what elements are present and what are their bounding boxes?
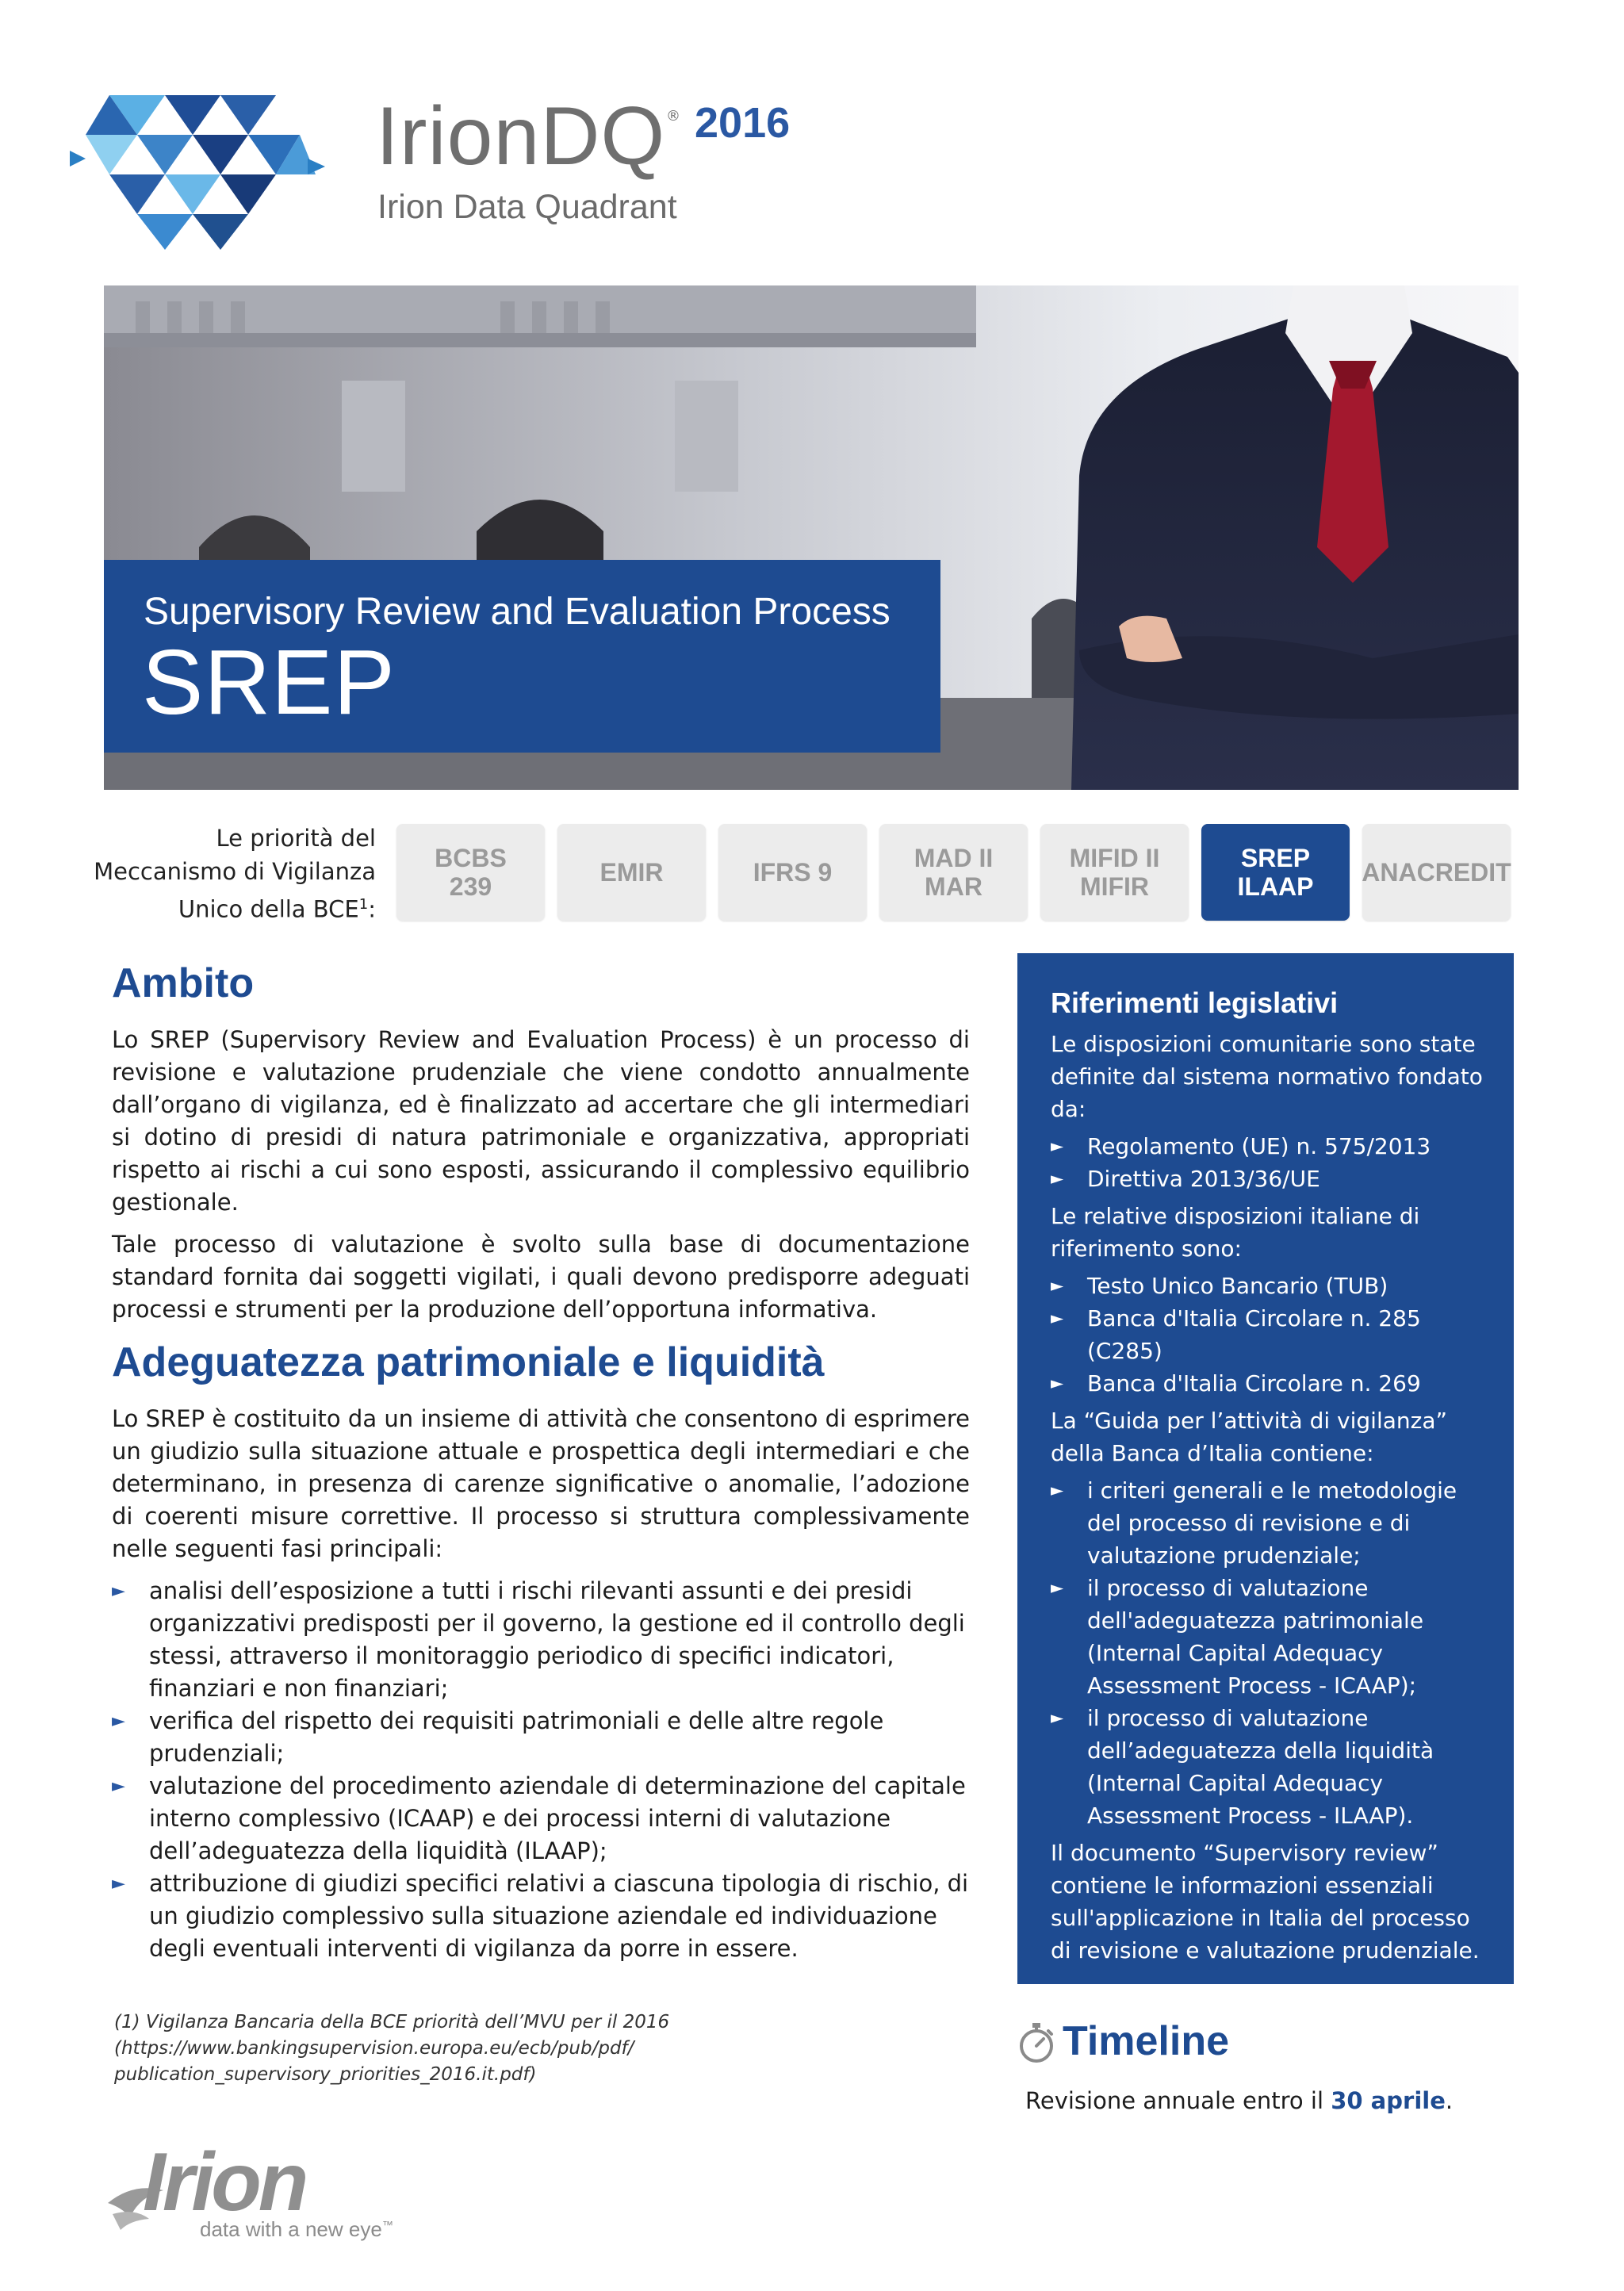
tab-mifid-ii-mifir[interactable]: MIFID II MIFIR [1040, 824, 1189, 921]
list-item-text: Banca d'Italia Circolare n. 269 [1087, 1370, 1421, 1396]
priorities-label-colon: : [368, 895, 376, 923]
footnote-line2: (https://www.bankingsupervision.europa.eu/ecb/pub/pdf/ [114, 2038, 634, 2059]
tab-mad-ii-mar[interactable]: MAD II MAR [879, 824, 1028, 921]
sidebar-paragraph-1: Le disposizioni comunitarie sono state definite dal sistema normativo fondato da: [1051, 1031, 1483, 1122]
tab-bcbs-239[interactable]: BCBS 239 [396, 824, 545, 921]
ambito-paragraph-2: Tale processo di valutazione è svolto sulla base di documentazione standard fornita dai soggetti vigilati, i quali devono predisporre adeguati processi e strumenti per la produzione dell’opportuna informativa. [112, 1231, 970, 1324]
iriondq-logo-mark [70, 71, 363, 254]
sidebar-paragraph-3: La “Guida per l’attività di vigilanza” della Banca d’Italia contiene: [1051, 1408, 1447, 1466]
sidebar-list-2 [1051, 1270, 1495, 1400]
tab-anacredit[interactable]: ANACREDIT [1362, 824, 1511, 921]
priorities-label-line1: Le priorità del [216, 825, 376, 852]
list-item [1051, 1702, 1495, 1832]
footnote-ref: 1 [358, 896, 369, 913]
arrow-icon: ► [112, 1874, 125, 1894]
list-item-text: attribuzione di giudizi specifici relativi a ciascuna tipologia di rischio, di un giudizio complessivo sulla situazione aziendale ed individuazione degli eventuali interventi di vigilanza da porre in essere. [149, 1870, 969, 1963]
arrow-icon: ► [1051, 1169, 1064, 1188]
list-item-text: il processo di valutazione dell’adeguatezza della liquidità (Internal Capital Adequacy Assessment Process - ILAAP). [1087, 1705, 1434, 1829]
arrow-icon: ► [1051, 1276, 1064, 1295]
list-item [1051, 1163, 1495, 1195]
trademark-mark: ™ [381, 2218, 393, 2232]
list-item-text: i criteri generali e le metodologie del processo di revisione e di valutazione prudenziale; [1087, 1477, 1457, 1569]
timeline-text [1025, 2087, 1453, 2114]
list-item [112, 1575, 970, 1705]
arrow-icon: ► [112, 1711, 125, 1732]
stopwatch-icon [1017, 2022, 1055, 2063]
footnote [114, 2009, 717, 2088]
list-item [1051, 1367, 1495, 1400]
brand-name: IrionDQ [376, 90, 666, 182]
list-item [1051, 1572, 1495, 1702]
list-item-text: Regolamento (UE) n. 575/2013 [1087, 1133, 1431, 1159]
brand-year: 2016 [695, 99, 791, 147]
list-item-text: Banca d'Italia Circolare n. 285 (C285) [1087, 1305, 1421, 1364]
list-item-text: verifica del rispetto dei requisiti patrimoniali e delle altre regole prudenziali; [149, 1707, 884, 1768]
tab-srep-ilaap[interactable]: SREP ILAAP [1201, 824, 1350, 921]
priorities-label-line2: Meccanismo di Vigilanza [94, 858, 376, 885]
tab-emir[interactable]: EMIR [557, 824, 706, 921]
arrow-icon: ► [1051, 1708, 1064, 1727]
list-item-text: Direttiva 2013/36/UE [1087, 1166, 1320, 1192]
arrow-icon: ► [112, 1581, 125, 1602]
irion-tagline [200, 2217, 393, 2242]
section-title-adeguatezza: Adeguatezza patrimoniale e liquidità [112, 1339, 825, 1386]
priorities-label-line3 [87, 888, 376, 926]
sidebar-title: Riferimenti legislativi [1051, 987, 1339, 1019]
sidebar-paragraph-2: Le relative disposizioni italiane di riferimento sono: [1051, 1203, 1420, 1262]
sidebar-list-1 [1051, 1130, 1495, 1195]
arrow-icon: ► [1051, 1578, 1064, 1597]
phases-list [112, 1575, 970, 1965]
irion-tagline-text: data with a new eye [200, 2217, 382, 2241]
arrow-icon: ► [1051, 1373, 1064, 1393]
list-item [112, 1705, 970, 1770]
hero-title: SREP [142, 630, 396, 734]
arrow-icon: ► [1051, 1136, 1064, 1155]
hero-title-banner [104, 560, 940, 753]
list-item [112, 1868, 970, 1965]
arrow-icon: ► [1051, 1308, 1064, 1327]
ambito-paragraph-1: Lo SREP (Supervisory Review and Evaluation Process) è un processo di revisione e valutazione prudenziale che viene condotto annualmente dall’organo di vigilanza, ed è finalizzato ad accertare che gli intermediari si dotino di presidi di natura patrimoniale e organizzativa, appropriati rispetto ai rischi a cui sono esposti, assicurando il complessivo equilibrio gestionale. [112, 1026, 970, 1216]
priority-tabs [396, 824, 1511, 921]
arrow-icon: ► [112, 1776, 125, 1797]
list-item [1051, 1270, 1495, 1302]
footnote-line1: (1) Vigilanza Bancaria della BCE priorità dell’MVU per il 2016 [114, 2012, 670, 2032]
irion-logo-text: Irion [143, 2136, 306, 2228]
hero-subtitle: Supervisory Review and Evaluation Process [144, 591, 891, 633]
footnote-line3: publication_supervisory_priorities_2016.it.pdf) [114, 2064, 537, 2085]
timeline-text-suffix: . [1445, 2087, 1454, 2114]
arrow-icon: ► [1051, 1481, 1064, 1500]
timeline-text-prefix: Revisione annuale entro il [1025, 2087, 1331, 2114]
tab-ifrs-9[interactable]: IFRS 9 [718, 824, 867, 921]
list-item [1051, 1130, 1495, 1163]
sidebar-list-3 [1051, 1474, 1495, 1832]
adeguatezza-paragraph: Lo SREP è costituito da un insieme di attività che consentono di esprimere un giudizio sulla situazione attuale e prospettica degli intermediari e che determinano, in presenza di carenze significative o anomalie, l’adozione di coerenti misure correttive. Il processo si struttura complessivamente nelle seguenti fasi principali: [112, 1405, 970, 1563]
list-item [112, 1770, 970, 1868]
list-item-text: Testo Unico Bancario (TUB) [1087, 1273, 1388, 1299]
list-item-text: il processo di valutazione dell'adeguatezza patrimoniale (Internal Capital Adequacy Assessment Process - ICAAP); [1087, 1575, 1424, 1699]
brand-subtitle: Irion Data Quadrant [377, 188, 677, 226]
timeline-deadline: 30 aprile [1331, 2087, 1446, 2114]
registered-mark: ® [666, 108, 680, 125]
legislative-references-panel [1017, 953, 1514, 1984]
list-item-text: analisi dell’esposizione a tutti i rischi rilevanti assunti e dei presidi organizzativi predisposti per il governo, la gestione ed il controllo degli stessi, attraverso il monitoraggio periodico di specifici indicatori, finanziari e non finanziari; [149, 1577, 965, 1703]
section-title-ambito: Ambito [112, 960, 255, 1006]
list-item [1051, 1302, 1495, 1367]
timeline-title: Timeline [1063, 2018, 1230, 2064]
main-content [112, 961, 970, 1965]
list-item-text: valutazione del procedimento aziendale di determinazione del capitale interno complessivo (ICAAP) e dei processi interni di valutazione dell’adeguatezza della liquidità (ILAAP); [149, 1772, 966, 1865]
sidebar-paragraph-4: Il documento “Supervisory review” contiene le informazioni essenziali sull'applicazione in Italia del processo di revisione e valutazione prudenziale. [1051, 1840, 1480, 1963]
list-item [1051, 1474, 1495, 1572]
priorities-label-text: Unico della BCE [178, 895, 359, 923]
priorities-label [87, 822, 376, 926]
